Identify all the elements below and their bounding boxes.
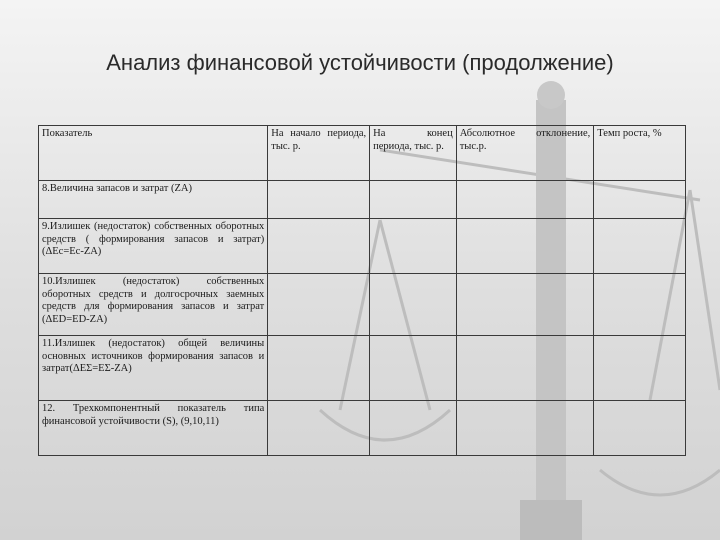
table-header-row <box>39 126 686 181</box>
cell-deviation <box>456 274 594 336</box>
cell-growth <box>594 274 686 336</box>
cell-deviation <box>456 336 594 401</box>
cell-end <box>370 274 457 336</box>
header-absolute-deviation: Абсолютное отклонение, тыс.р. <box>456 126 594 181</box>
row-label: 11.Излишек (недостаток) общей величины основных источников формирования запасов и затрат(ΔEΣ=EΣ-ZA) <box>39 336 268 401</box>
row-label: 9.Излишек (недостаток) собственных оборотных средств ( формирования запасов и затрат) (ΔEc=Ec-ZA) <box>39 219 268 274</box>
cell-deviation <box>456 181 594 219</box>
header-growth-rate: Темп роста, % <box>594 126 686 181</box>
cell-start <box>268 274 370 336</box>
table-row <box>39 274 686 336</box>
cell-start <box>268 219 370 274</box>
page-title: Анализ финансовой устойчивости (продолжение) <box>106 50 614 75</box>
cell-end <box>370 219 457 274</box>
financial-stability-table <box>38 125 686 456</box>
cell-growth <box>594 181 686 219</box>
cell-end <box>370 336 457 401</box>
cell-deviation <box>456 219 594 274</box>
table-row <box>39 181 686 219</box>
cell-start <box>268 181 370 219</box>
row-label: 8.Величина запасов и затрат (ZA) <box>39 181 268 219</box>
cell-end <box>370 181 457 219</box>
header-end-period: На конец периода, тыс. р. <box>370 126 457 181</box>
cell-growth <box>594 336 686 401</box>
cell-end <box>370 401 457 456</box>
cell-deviation <box>456 401 594 456</box>
header-start-period: На начало периода, тыс. р. <box>268 126 370 181</box>
cell-start <box>268 336 370 401</box>
table-row <box>39 401 686 456</box>
table-row <box>39 336 686 401</box>
table-row <box>39 219 686 274</box>
cell-start <box>268 401 370 456</box>
cell-growth <box>594 401 686 456</box>
row-label: 10.Излишек (недостаток) собственных оборотных средств и долгосрочных заемных средств для формирования запасов и затрат (ΔED=ED-ZA) <box>39 274 268 336</box>
cell-growth <box>594 219 686 274</box>
header-indicator: Показатель <box>39 126 268 181</box>
row-label: 12. Трехкомпонентный показатель типа финансовой устойчивости (S), (9,10,11) <box>39 401 268 456</box>
